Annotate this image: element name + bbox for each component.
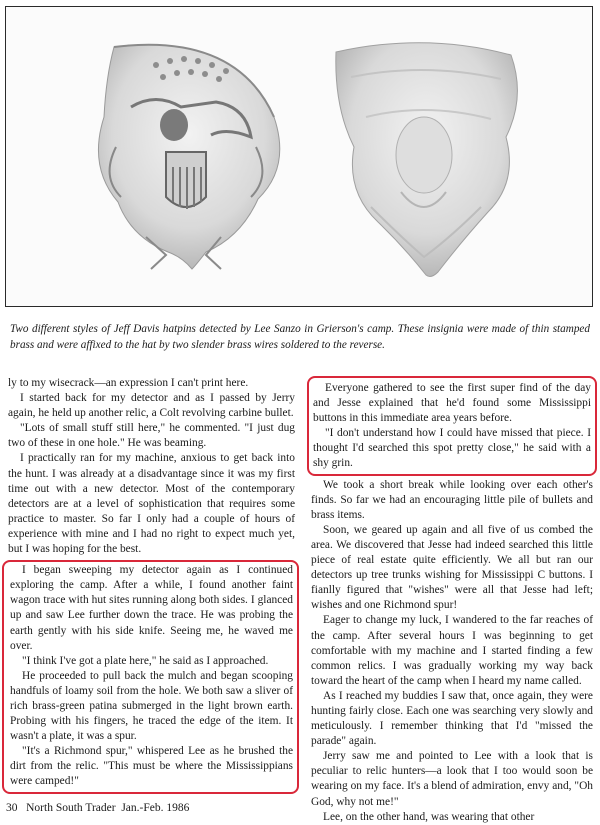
paragraph: "I think I've got a plate here," he said as I approached. bbox=[22, 654, 269, 667]
page-footer bbox=[6, 802, 189, 814]
paragraph: Soon, we geared up again and all five of us combed the area. We discovered that Jesse had indeed searched this little piece of real estate quite efficiently. We all but ran our detectors up tree trunks wishing for Mississippi C buttons. I fianlly figured that "wishes" were all that Jesse had left; wishes and one Richmond spur! bbox=[311, 523, 593, 612]
paragraph: I started back for my detector and as I passed by Jerry again, he held up another relic, a Colt revolving carbine bullet. bbox=[8, 392, 295, 420]
paragraph: "Lots of small stuff still here," he commented. "I just dug two of these in one hole." He was beaming. bbox=[8, 422, 295, 450]
page-number: 30 bbox=[6, 802, 18, 814]
paragraph: As I reached my buddies I saw that, once again, they were hunting fairly close. Each one was searching very slowly and meticulously. I remember thinking that I'd "missed the parade" again. bbox=[311, 689, 593, 748]
paragraph: Everyone gathered to see the first super find of the day and Jesse explained that he'd found some Mississippi buttons in this immediate area years before. bbox=[313, 382, 591, 425]
article-right-column bbox=[311, 376, 593, 825]
paragraph: We took a short break while looking over each other's finds. So far we had an encouraging little pile of bullets and brass items. bbox=[311, 478, 593, 521]
paragraph: He proceeded to pull back the mulch and began scooping handfuls of loamy soil from the hole. We both saw a sliver of rich brass-green patina submerged in the light brown earth. Probing with his fingers, he traced the edge of the item. It wasn't a plate, it was a spur. bbox=[10, 669, 293, 743]
issue-date: Jan.-Feb. 1986 bbox=[121, 802, 190, 814]
paragraph: "I don't understand how I could have missed that piece. I thought I'd searched this spot pretty close," he said with a shy grin. bbox=[313, 427, 591, 470]
highlighted-passage bbox=[2, 560, 299, 793]
hatpin-photo bbox=[5, 6, 593, 307]
hatpin-eagle-left bbox=[98, 45, 279, 269]
paragraph: "It's a Richmond spur," whispered Lee as he brushed the dirt from the relic. "This must be where the Mississippians were camped!" bbox=[10, 745, 293, 788]
highlighted-passage bbox=[307, 376, 597, 476]
paragraph: ly to my wisecrack—an expression I can't print here. bbox=[8, 377, 249, 389]
article-left-column bbox=[8, 376, 295, 794]
hatpin-image bbox=[6, 7, 592, 306]
paragraph: Jerry saw me and pointed to Lee with a look that is peculiar to relic hunters—a look that I too would soon be wearing on my face. It's a blend of admiration, envy and, "Oh God, why not me!" bbox=[311, 750, 593, 808]
paragraph: Eager to change my luck, I wandered to the far reaches of the camp. After several hours I was beginning to get comfortable with my machine and I started finding a few common relics. I was gradually working my way back toward the heart of the camp when I heard my name called. bbox=[311, 614, 593, 687]
publication-name: North South Trader bbox=[26, 802, 116, 814]
photo-caption: Two different styles of Jeff Davis hatpins detected by Lee Sanzo in Grierson's camp. These insignia were made of thin stamped brass and were affixed to the hat by two slender brass wires soldered to the reverse. bbox=[10, 323, 590, 351]
paragraph: I began sweeping my detector again as I continued exploring the camp. After a while, I found another faint wagon trace with hut sites running along both sides. I glanced up and saw Lee further down the trace. He was probing the earth gently with his side knife. Seeing me, he waved me over. bbox=[10, 564, 293, 652]
hatpin-reverse-right bbox=[336, 43, 518, 277]
paragraph: I practically ran for my machine, anxious to get back into the hunt. I was already at a disadvantage since it was my first time out with a new detector. Most of the contemporary detectors are at a level of sophistication that requires some practice to master. So far I only had a couple of hours of experience with mine and I had no right to expect much yet, but I was hoping for the best. bbox=[8, 452, 295, 556]
paragraph: Lee, on the other hand, was wearing that other bbox=[323, 810, 535, 823]
